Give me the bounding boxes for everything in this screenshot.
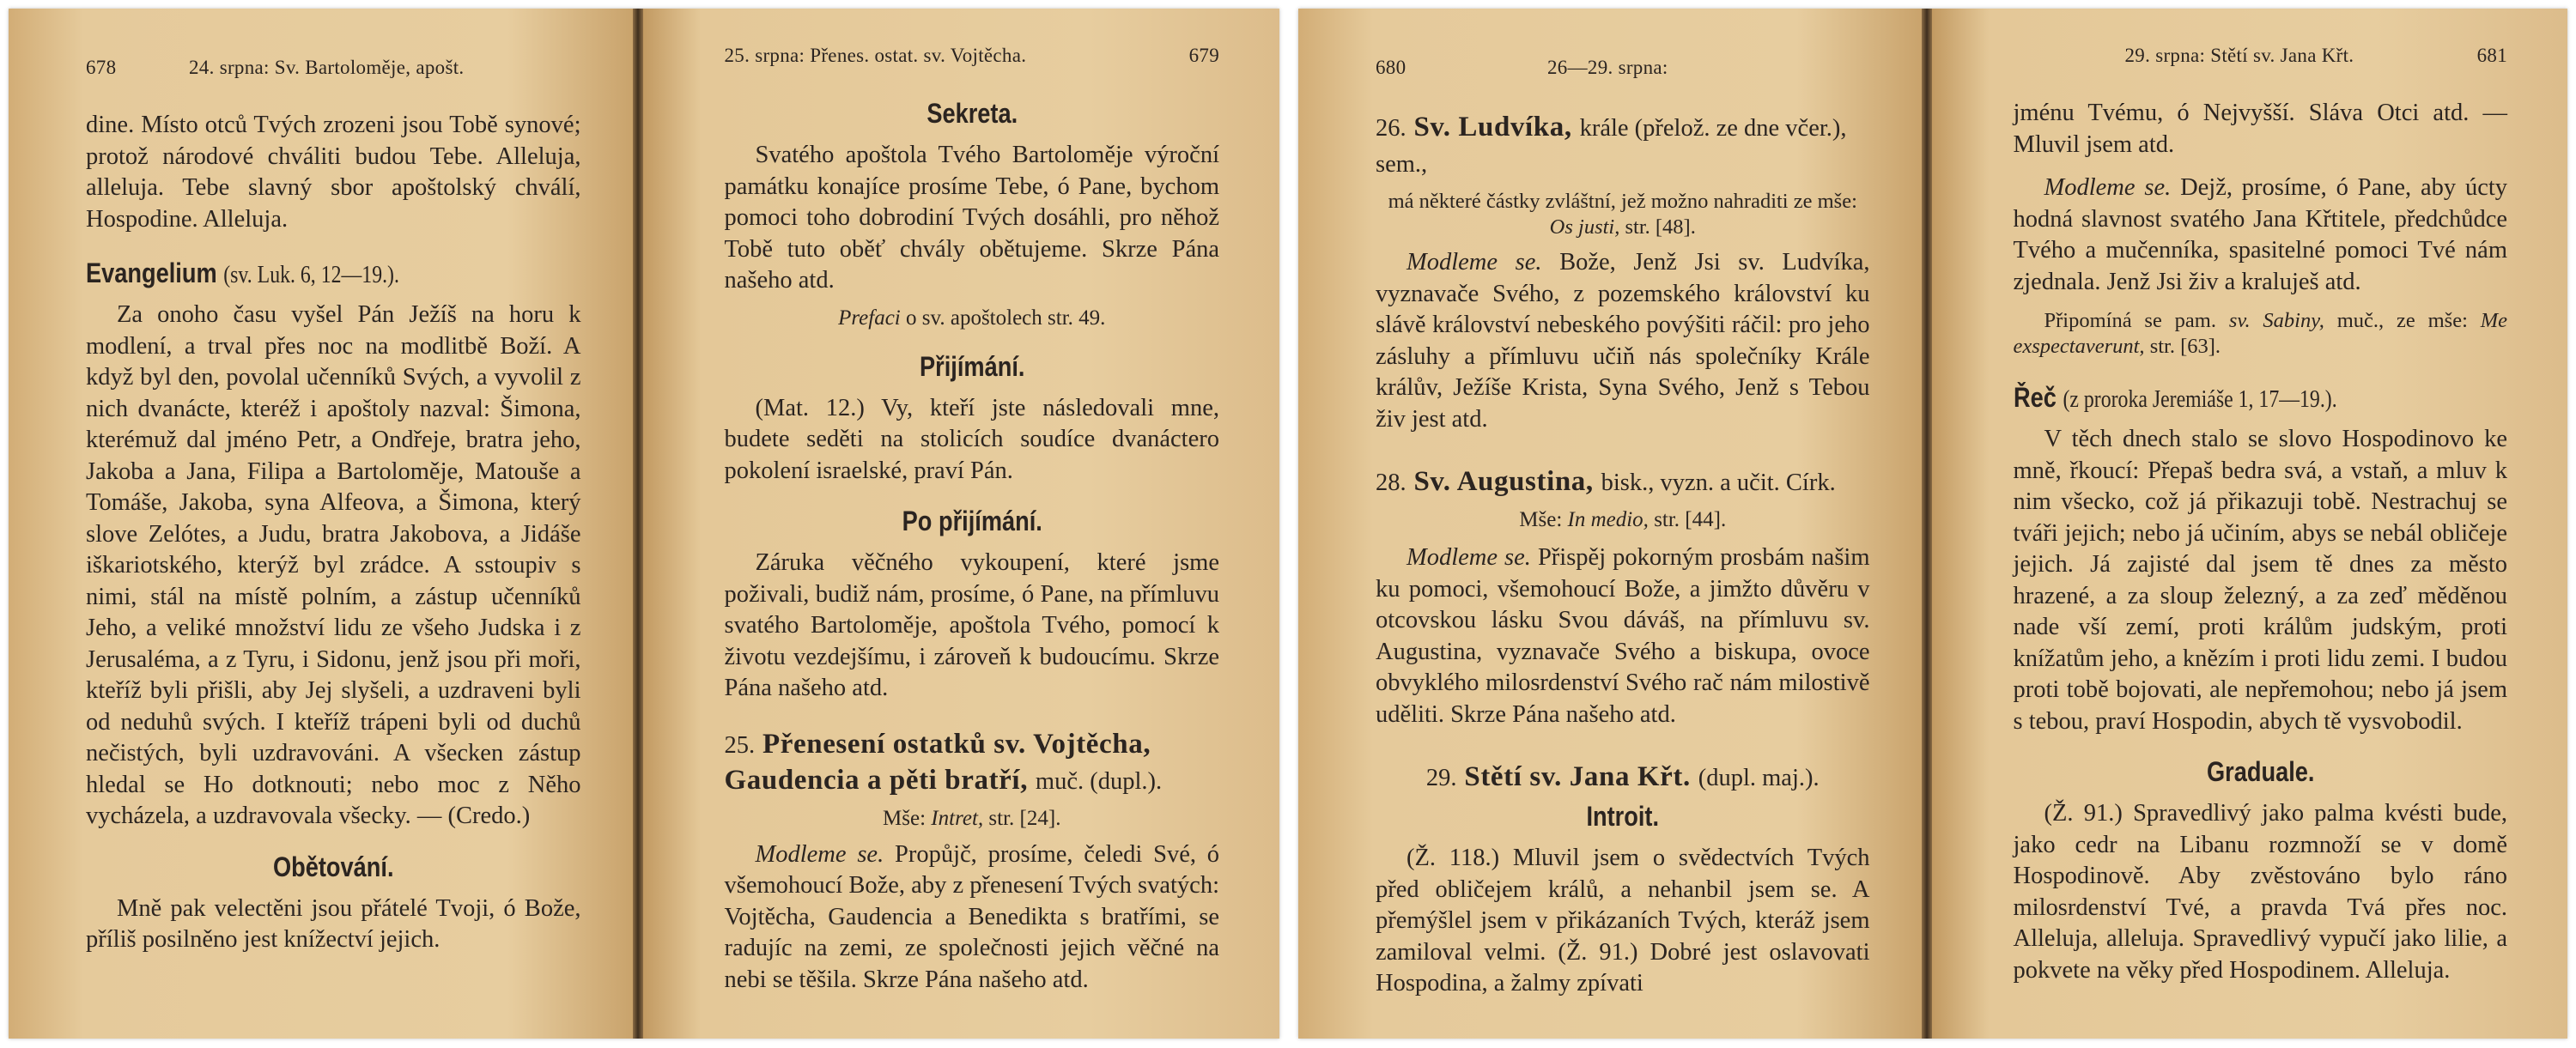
text-paragraph: jménu Tvému, ó Nejvyšší. Sláva Otci atd. — Mluvil jsem atd. (2013, 100, 2507, 158)
page-number: 679 (1188, 45, 1219, 66)
heading-text: Řeč (2013, 382, 2057, 413)
prayer-text: Propůjč, prosíme, čeledi Své, ó všemohoucí Bože, aby z přenesení Tvých svatých: Vojtěcha, Gaudencia a Benedikta s bratřími, se radujíc na zemi, ze společnosti jejich věčné na nebi se těšila. Skrze Pána našeho atd. (724, 840, 1220, 993)
section-heading-gospel (86, 257, 507, 289)
mass-reference (725, 804, 1220, 833)
postcommunion-text: Záruka věčného vykoupení, které jsme poživali, budiž nám, prosíme, ó Pane, na přímluvu svatého Bartoloměje, apoštola Tvého, pomocí k životu vezdejšímu, i zároveň k budoucímu. Skrze Pána našeho atd. (724, 549, 1219, 701)
note-italic: Os justi, (1549, 215, 1620, 239)
page-header (1376, 57, 1870, 79)
mass-italic: In medio, (1567, 508, 1649, 531)
prayer-text: Dejž, prosíme, ó Pane, aby úcty hodná slavnost svatého Jana Křtitele, předchůdce Tvého a mučenníka, spasitelné pomoci Tvé nám zjednala. Jenž Jsi živ a kraluješ atd. (2013, 174, 2508, 295)
feast-title: Stětí sv. Jana Křt. (1464, 761, 1691, 792)
feast-heading-28 (1376, 464, 1870, 500)
section-heading-introit: Introit. (1586, 801, 1660, 832)
prayer-italic: Modleme se. (2044, 174, 2172, 201)
note-text: muč., ze mše: (2336, 309, 2468, 332)
feast-rank: (dupl. maj.). (1698, 765, 1820, 791)
prayer-paragraph (725, 839, 1220, 997)
feast-number: 26. (1376, 115, 1406, 142)
feast-number: 25. (724, 731, 756, 759)
feast-heading-25 (725, 727, 1220, 799)
right-book-spread (1298, 9, 2567, 1039)
note-italic: Me exspectaverunt, (2013, 309, 2508, 358)
mass-rest: str. [24]. (988, 806, 1061, 830)
page-678 (9, 9, 633, 1039)
prayer-italic: Modleme se. (755, 840, 884, 868)
feast-title: Sv. Ludvíka, (1413, 112, 1572, 142)
section-heading-communion: Přijímání. (919, 350, 1024, 382)
feast-heading-26 (1376, 110, 1870, 182)
page-header (2014, 45, 2508, 67)
preface-italic: Prefaci (838, 306, 901, 330)
mass-label: Mše: (883, 806, 927, 830)
prayer-italic: Modleme se. (1406, 249, 1542, 276)
feast-number: 29. (1425, 765, 1457, 791)
reading-text: V těch dnech stalo se slovo Hospodinovo ke mně, řkoucí: Přepaš bedra svá, a vstaň, a mluv k nim všecko, což já přikazuji tobě. Nestrachuj se tváři jejich; nebo já učiním, abys se nebál obličeje jejich. Já zajisté dal jsem tě dnes za město hrazené, a za sloup železný, a za zeď měděnou nade vší zemí, proti králům judským, proti knížatům jeho, a knězím i proti lidu zemi. I budou proti tobě bojovati, ale nepřemohou; nebo já jsem s tebou, praví Hospodin, abych tě vysvobodil. (2013, 426, 2507, 735)
heading-reference: (z proroka Jeremiáše 1, 17—19.). (2062, 386, 2337, 413)
note-text: Připomíná se pam. (2044, 309, 2216, 332)
page-number: 681 (2476, 45, 2507, 66)
page-680 (1298, 9, 1922, 1039)
feast-number: 28. (1376, 469, 1406, 496)
section-heading-secret: Sekreta. (926, 98, 1018, 129)
page-681 (1932, 9, 2568, 1039)
note-italic: sv. Sabiny, (2228, 309, 2324, 332)
note-text: má některé částky zvláštní, jež možno nahraditi ze mše: (1388, 190, 1857, 213)
book-gutter (633, 9, 643, 1039)
feast-rank: bisk., vyzn. a učit. Círk. (1601, 469, 1836, 496)
offertory-text: Mně pak velectěni jsou přátelé Tvoji, ó Bože, příliš posilněno jest knížectví jejich. (86, 894, 581, 953)
mass-reference (1376, 506, 1870, 534)
mass-rest: str. [44]. (1654, 508, 1727, 531)
page-679 (643, 9, 1280, 1039)
feast-heading-29 (1376, 760, 1870, 796)
prayer-italic: Modleme se. (1406, 544, 1531, 571)
introit-text: (Ž. 118.) Mluvil jsem o svědectvích Tvých před obličejem králů, a nehanbil jsem se. A přemýšlel jsem v přikázaních Tvých, kteráž jsem zamiloval velmi. (Ž. 91.) Dobré jest oslavovati Hospodina, a žalmy zpívati (1376, 845, 1870, 997)
section-heading-postcommunion: Po přijímání. (902, 506, 1042, 536)
prayer-text: Přispěj pokorným prosbám našim ku pomoci, všemohoucí Bože, a jimžto důvěru v otcovskou lásku Svou dáváš, na přímluvu sv. Augustina, vyznavače Svého a biskupa, ovoce obvyklého milosrdenství Svého rač nám milostivě uděliti. Skrze Pána našeho atd. (1376, 544, 1870, 728)
feast-title: Přenesení ostatků sv. Vojtěcha, Gaudencia a pěti bratří, (724, 728, 1151, 796)
feast-rank: muč. (dupl.). (1035, 767, 1163, 795)
running-title: 24. srpna: Sv. Bartoloměje, apošt. (189, 57, 465, 78)
communion-text: (Mat. 12.) Vy, kteří jste následovali mne, budete seděti na stolicích soudíce dvanáctero pokolení israelské, praví Pán. (724, 394, 1219, 484)
page-number: 678 (86, 57, 117, 78)
mass-label: Mše: (1519, 508, 1563, 531)
note-text-end: str. [48]. (1625, 215, 1696, 239)
left-book-spread (9, 9, 1279, 1039)
section-heading-reading (2014, 382, 2433, 414)
running-title: 29. srpna: Stětí sv. Jana Křt. (2124, 45, 2354, 66)
preface-rest: o sv. apoštolech str. 49. (906, 306, 1106, 330)
feast-note (1376, 189, 1870, 240)
page-number: 680 (1376, 57, 1406, 78)
feast-rank: krále (přelož. ze dne včer.), sem., (1376, 115, 1847, 178)
prayer-paragraph (2014, 173, 2508, 298)
prayer-paragraph (1376, 247, 1870, 435)
commemoration-note (2014, 308, 2508, 360)
page-header (725, 45, 1220, 67)
prayer-text: Bože, Jenž Jsi sv. Ludvíka, vyznavače Svého, z pozemského království ku slávě království nebeského povýšiti ráčil: pro jeho zásluhy a přímluvu učiň nás společníky Krále králův, Ježíše Krista, Syna Svého, Jenž s Tebou živ jest atd. (1376, 249, 1870, 433)
prayer-paragraph (1376, 542, 1870, 730)
section-heading-offertory: Obětování. (272, 851, 394, 882)
section-heading-gradual: Graduale. (2206, 756, 2314, 787)
gospel-text: Za onoho času vyšel Pán Ježíš na horu k modlení, a trval přes noc na modlitbě Boží. A když byl den, povolal učenníků Svých, a vyvolil z nich dvanácte, kteréž i apoštoly nazval: Šimona, kterémuž dal jméno Petr, a Ondřeje, bratra jeho, Jakoba a Jana, Filipa a Bartoloměje, Matouše a Tomáše, Jakoba, syna Alfeova, a Šimona, který slove Zelótes, a Judu, bratra Jakobova, a Jidáše iškariotského, kterýž byl zrádce. A sstoupiv s nimi, stál na místě polním, a zástup učenníků Jeho, a veliké množství lidu ze všeho Judska i z Jerusaléma, a z Tyru, i Sidonu, jenž jsou při moři, kteříž byli přišli, aby Jej slyšeli, a uzdraveni byli od neduhů svých. I kteříž trápeni byli od duchů nečistých, byli uzdravováni. A všecken zástup hledal se Ho dotknouti; nebo moc z Něho vycházela, a uzdravovala všecky. — (Credo.) (86, 301, 581, 829)
note-text-end: str. [63]. (2149, 335, 2221, 358)
text-paragraph: dine. Místo otců Tvých zrozeni jsou Tobě synové; protož národové chváliti budou Tebe. Alleluja, alleluja. Tebe slavný sbor apoštolský chválí, Hospodine. Alleluja. (86, 112, 581, 233)
book-gutter (1922, 9, 1932, 1039)
feast-title: Sv. Augustina, (1413, 466, 1594, 497)
heading-reference: (sv. Luk. 6, 12—19.). (223, 262, 399, 288)
secret-text: Svatého apoštola Tvého Bartoloměje výroční památku konajíce prosíme Tebe, ó Pane, bychom pomoci toho dobrodiní Tvých dosáhli, pro něhož Tobě tuto oběť chvály obětujeme. Skrze Pána našeho atd. (724, 142, 1219, 294)
heading-text: Evangelium (86, 257, 217, 288)
mass-italic: Intret, (931, 806, 984, 830)
page-header (86, 57, 581, 79)
preface-note (725, 304, 1220, 332)
running-title: 25. srpna: Přenes. ostat. sv. Vojtěcha. (724, 45, 1027, 66)
running-title: 26—29. srpna: (1547, 57, 1668, 78)
gradual-text: (Ž. 91.) Spravedlivý jako palma kvésti bude, jako cedr na Libanu rozmnoží se v domě Hospodinově. Aby zvěstováno bylo ráno milosrdenství Tvé, a pravda Tvá přes noc. Alleluja, alleluja. Spravedlivý vypučí jako lilie, a pokvete na věky před Hospodinem. Alleluja. (2013, 800, 2507, 984)
